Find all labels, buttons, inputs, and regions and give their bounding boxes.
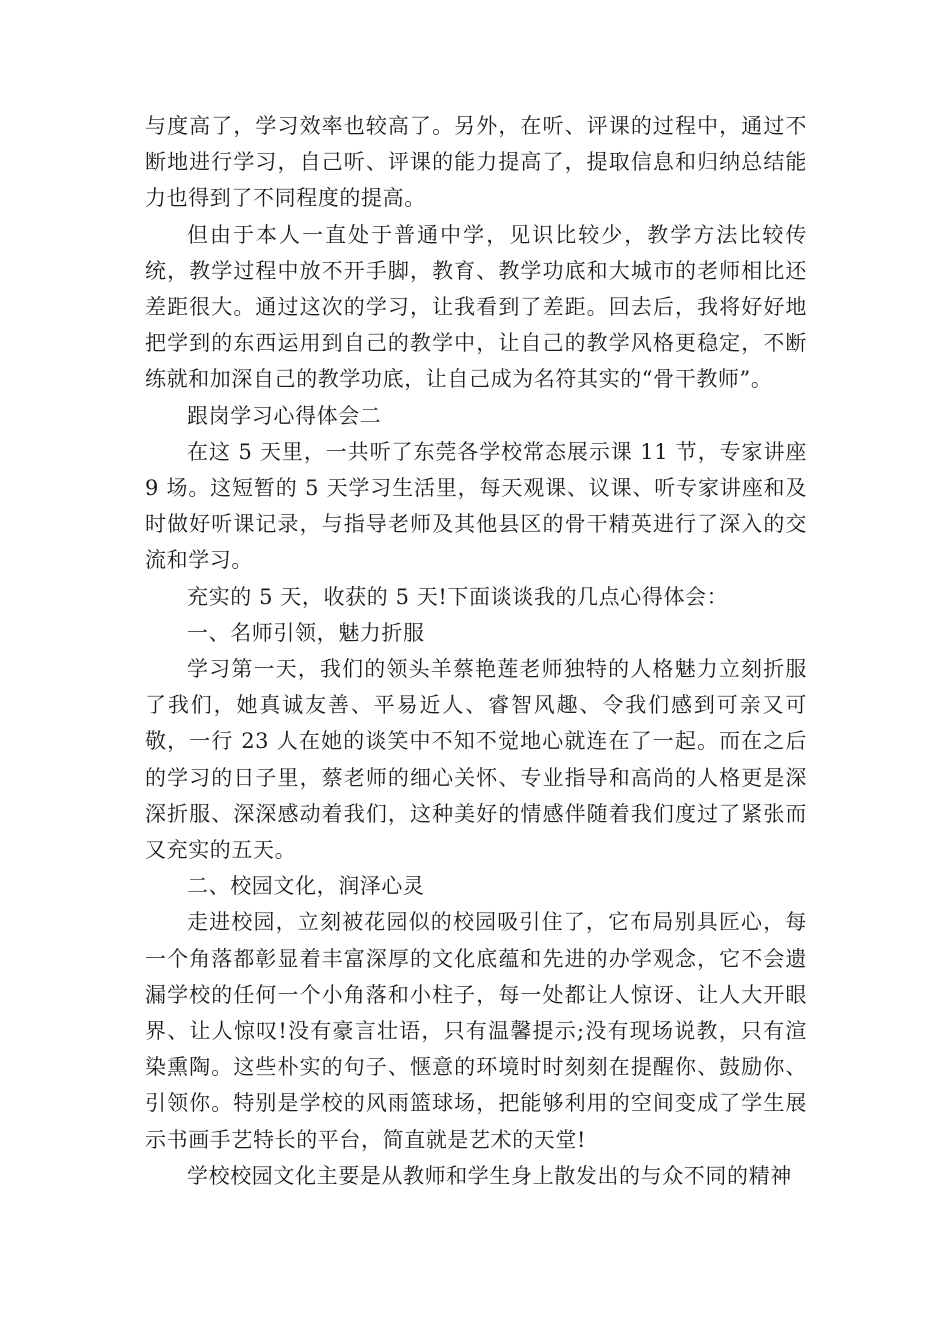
paragraph: 充实的 5 天，收获的 5 天!下面谈谈我的几点心得体会： [187, 584, 729, 609]
paragraph: 学习第一天，我们的领头羊蔡艳莲老师独特的人格魅力立刻折服了我们，她真诚友善、平易近人、睿智风趣、令我们感到可亲又可敬，一行 23 人在她的谈笑中不知不觉地心就连在了一起。而在之后的学习的日子里，蔡老师的细心关怀、专业指导和高尚的人格更是深深折服、深深感动着我们，这种美好的情感伴随着我们度过了紧张而又充实的五天。 [145, 657, 807, 863]
subsection-heading: 二、校园文化，润泽心灵 [187, 874, 425, 899]
paragraph: 走进校园，立刻被花园似的校园吸引住了，它布局别具匠心，每一个角落都彰显着丰富深厚的文化底蕴和先进的办学观念，它不会遗漏学校的任何一个小角落和小柱子，每一处都让人惊讶、让人大开眼界、让人惊叹!没有豪言壮语，只有温馨提示;没有现场说教，只有渲染熏陶。这些朴实的句子、惬意的环境时时刻刻在提醒你、鼓励你、引领你。特别是学校的风雨篮球场，把能够利用的空间变成了学生展示书画手艺特长的平台，简直就是艺术的天堂! [145, 910, 807, 1152]
subsection-heading: 一、名师引领，魅力折服 [187, 620, 425, 645]
document-body [145, 108, 807, 1194]
section-heading: 跟岗学习心得体会二 [187, 403, 382, 428]
paragraph: 与度高了，学习效率也较高了。另外，在听、评课的过程中，通过不断地进行学习，自己听、评课的能力提高了，提取信息和归纳总结能力也得到了不同程度的提高。 [145, 114, 807, 211]
paragraph: 学校校园文化主要是从教师和学生身上散发出的与众不同的精神 [187, 1163, 792, 1188]
paragraph: 但由于本人一直处于普通中学，见识比较少，教学方法比较传统，教学过程中放不开手脚，教育、教学功底和大城市的老师相比还差距很大。通过这次的学习，让我看到了差距。回去后，我将好好地把学到的东西运用到自己的教学中，让自己的教学风格更稳定，不断练就和加深自己的教学功底，让自己成为名符其实的“骨干教师”。 [145, 222, 807, 392]
paragraph: 在这 5 天里，一共听了东莞各学校常态展示课 11 节，专家讲座 9 场。这短暂的 5 天学习生活里，每天观课、议课、听专家讲座和及时做好听课记录，与指导老师及其他县区的骨干精英进行了深入的交流和学习。 [145, 439, 807, 573]
